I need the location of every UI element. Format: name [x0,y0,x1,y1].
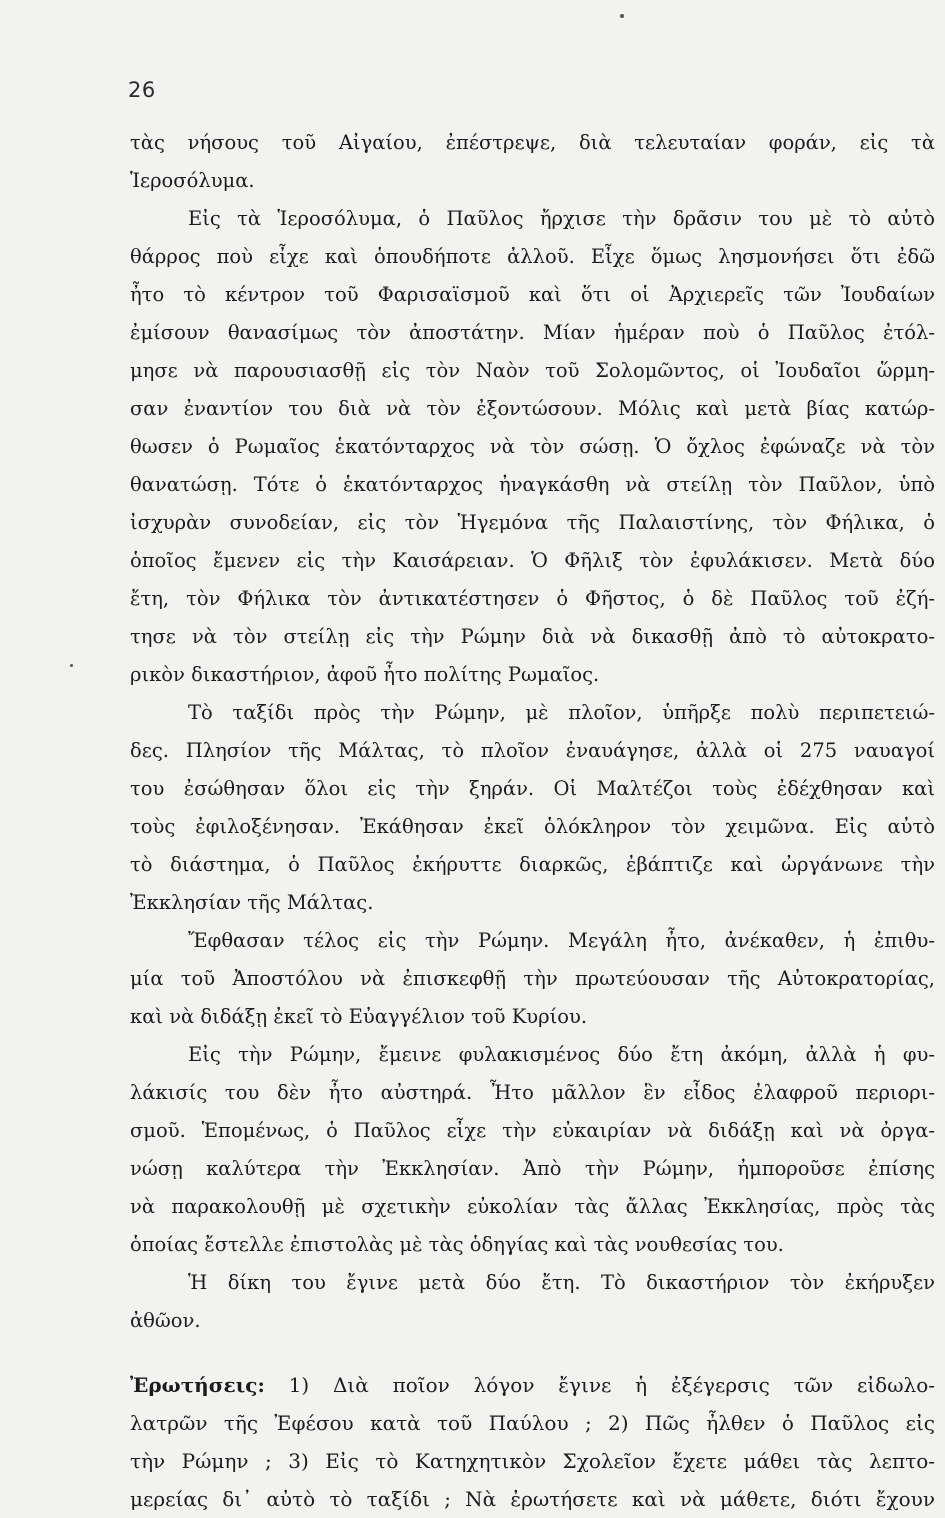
text-line: σμοῦ. Ἑπομένως, ὁ Παῦλος εἶχε τὴν εὐκαιρίαν νὰ διδάξῃ καὶ νὰ ὀργα- [130,1119,935,1142]
text-line: Ἱεροσόλυμα. [130,169,255,192]
text-line: μησε νὰ παρουσιασθῇ εἰς τὸν Ναὸν τοῦ Σολομῶντος, οἱ Ἰουδαῖοι ὥρμη- [130,359,935,382]
text-line: λάκισίς του δὲν ἦτο αὐστηρά. Ἦτο μᾶλλον ἓν εἶδος ἐλαφροῦ περιορι- [130,1081,935,1104]
body-text [130,124,935,1518]
text-line: ἦτο τὸ κέντρον τοῦ Φαρισαϊσμοῦ καὶ ὅτι οἱ Ἀρχιερεῖς τῶν Ἰουδαίων [130,283,935,306]
questions-line: τὴν Ρώμην ; 3) Εἰς τὸ Κατηχητικὸν Σχολεῖον ἔχετε μάθει τὰς λεπτο- [130,1449,935,1473]
text-line: τὸ διάστημα, ὁ Παῦλος ἐκήρυττε διαρκῶς, ἐβάπτιζε καὶ ὠργάνωνε τὴν [130,853,935,876]
text-line: Εἰς τὴν Ρώμην, ἔμεινε φυλακισμένος δύο ἔτη ἀκόμη, ἀλλὰ ἡ φυ- [188,1043,935,1066]
text-line: τοὺς ἐφιλοξένησαν. Ἐκάθησαν ἐκεῖ ὁλόκληρον τὸν χειμῶνα. Εἰς αὐτὸ [130,815,935,838]
text-line: ρικὸν δικαστήριον, ἀφοῦ ἦτο πολίτης Ρωμαῖος. [130,663,600,686]
text-line: μία τοῦ Ἀποστόλου νὰ ἐπισκεφθῇ τὴν πρωτεύουσαν τῆς Αὐτοκρατορίας, [130,967,935,990]
text-line: νὰ παρακολουθῇ μὲ σχετικὴν εὐκολίαν τὰς ἄλλας Ἐκκλησίας, πρὸς τὰς [130,1195,935,1218]
text-line: θωσεν ὁ Ρωμαῖος ἑκατόνταρχος νὰ τὸν σώσῃ. Ὁ ὄχλος ἐφώναζε νὰ τὸν [130,435,935,458]
text-line: σαν ἐναντίον του διὰ νὰ τὸν ἐξοντώσουν. Μόλις καὶ μετὰ βίας κατώρ- [130,397,935,420]
questions-heading: Ἐρωτήσεις: [130,1373,265,1397]
text-line: Ἔφθασαν τέλος εἰς τὴν Ρώμην. Μεγάλη ἦτο, ἀνέκαθεν, ἡ ἐπιθυ- [188,929,935,952]
text-line: ἰσχυρὰν συνοδείαν, εἰς τὸν Ἡγεμόνα τῆς Παλαιστίνης, τὸν Φήλικα, ὁ [130,511,935,534]
text-line: ἐμίσουν θανασίμως τὸν ἀποστάτην. Μίαν ἡμέραν ποὺ ὁ Παῦλος ἐτόλ- [130,321,935,344]
print-speck [70,664,73,667]
text-line: ὁποῖος ἔμενεν εἰς τὴν Καισάρειαν. Ὁ Φῆλιξ τὸν ἐφυλάκισεν. Μετὰ δύο [130,549,935,572]
text-line: τησε νὰ τὸν στείλῃ εἰς τὴν Ρώμην διὰ νὰ δικασθῇ ἀπὸ τὸ αὐτοκρατο- [130,625,935,648]
text-line: θανατώσῃ. Τότε ὁ ἑκατόνταρχος ἠναγκάσθη νὰ στείλῃ τὸν Παῦλον, ὑπὸ [130,473,935,496]
questions-section [130,1366,935,1518]
text-line: Ἐκκλησίαν τῆς Μάλτας. [130,891,374,914]
text-line: Τὸ ταξίδι πρὸς τὴν Ρώμην, μὲ πλοῖον, ὑπῆρξε πολὺ περιπετειώ- [188,701,935,724]
text-line: του ἐσώθησαν ὅλοι εἰς τὴν ξηράν. Οἱ Μαλτέζοι τοὺς ἐδέχθησαν καὶ [130,777,935,800]
text-line: καὶ νὰ διδάξῃ ἐκεῖ τὸ Εὐαγγέλιον τοῦ Κυρίου. [130,1005,588,1028]
paragraphs [130,124,935,1340]
questions-line-text: 1) Διὰ ποῖον λόγον ἔγινε ἡ ἐξέγερσις τῶν εἰδωλο- [264,1373,935,1397]
questions-line [130,1366,935,1404]
text-line: ὁποίας ἔστελλε ἐπιστολὰς μὲ τὰς ὁδηγίας καὶ τὰς νουθεσίας του. [130,1233,784,1256]
text-line: θάρρος ποὺ εἶχε καὶ ὁπουδήποτε ἀλλοῦ. Εἶχε ὅμως λησμονήσει ὅτι ἐδῶ [130,245,935,268]
text-line: Εἰς τὰ Ἱεροσόλυμα, ὁ Παῦλος ἤρχισε τὴν δρᾶσιν του μὲ τὸ αὐτὸ [188,207,935,230]
section-gap [130,1340,935,1366]
text-line: ἀθῶον. [130,1309,201,1332]
page-number: 26 [128,78,156,102]
text-line: νώσῃ καλύτερα τὴν Ἐκκλησίαν. Ἀπὸ τὴν Ρώμην, ἠμποροῦσε ἐπίσης [130,1157,935,1180]
print-speck [620,14,624,18]
text-line: δες. Πλησίον τῆς Μάλτας, τὸ πλοῖον ἐναυάγησε, ἀλλὰ οἱ 275 ναυαγοί [130,739,935,762]
text-line: τὰς νήσους τοῦ Αἰγαίου, ἐπέστρεψε, διὰ τελευταίαν φοράν, εἰς τὰ [130,131,935,154]
text-line: ἔτη, τὸν Φήλικα τὸν ἀντικατέστησεν ὁ Φῆστος, ὁ δὲ Παῦλος τοῦ ἐζή- [130,587,935,610]
text-line: Ἡ δίκη του ἔγινε μετὰ δύο ἔτη. Τὸ δικαστήριον τὸν ἐκήρυξεν [188,1271,935,1294]
questions-line: μερείας δι᾽ αὐτὸ τὸ ταξίδι ; Νὰ ἐρωτήσετε καὶ νὰ μάθετε, διότι ἔχουν [130,1487,935,1511]
questions-line: λατρῶν τῆς Ἐφέσου κατὰ τοῦ Παύλου ; 2) Πῶς ἦλθεν ὁ Παῦλος εἰς [130,1411,935,1435]
